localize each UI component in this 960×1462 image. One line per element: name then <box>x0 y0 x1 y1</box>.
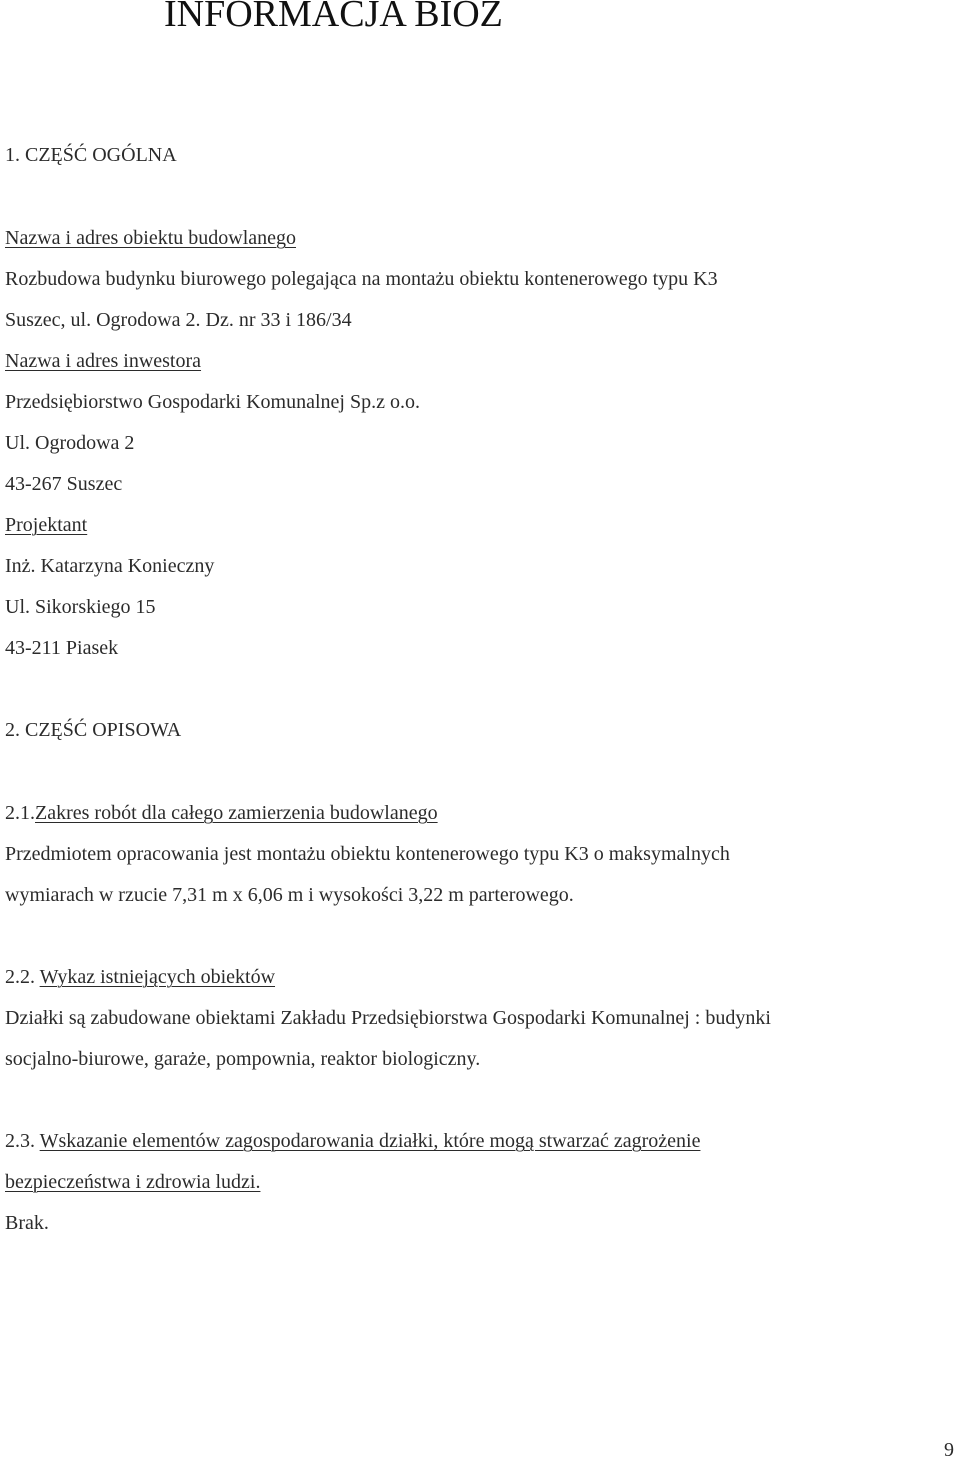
section-number: 2.3. <box>5 1130 35 1152</box>
section-number: 2.2. <box>5 966 35 988</box>
designer-label: Projektant <box>5 514 88 536</box>
object-address: Suszec, ul. Ogrodowa 2. Dz. nr 33 i 186/34 <box>5 309 352 331</box>
designer-city: 43-211 Piasek <box>5 637 119 659</box>
designer-street: Ul. Sikorskiego 15 <box>5 596 156 618</box>
investor-name: Przedsiębiorstwo Gospodarki Komunalnej Sp.z o.o. <box>5 391 420 413</box>
section-2-3-text-line: Brak. <box>5 1212 49 1234</box>
investor-street: Ul. Ogrodowa 2 <box>5 432 135 454</box>
section-2-3-heading <box>5 1129 700 1153</box>
document-title: INFORMACJA BIOZ <box>164 0 503 35</box>
section-2-2-text-line: socjalno-biurowe, garaże, pompownia, reaktor biologiczny. <box>5 1048 481 1070</box>
section-2-1-text-line: wymiarach w rzucie 7,31 m x 6,06 m i wysokości 3,22 m parterowego. <box>5 884 574 906</box>
page-number: 9 <box>944 1439 954 1461</box>
section-2-1-text-line: Przedmiotem opracowania jest montażu obiektu kontenerowego typu K3 o maksymalnych <box>5 843 730 865</box>
section-number: 2.1. <box>5 802 35 824</box>
section-2-1-heading <box>5 801 438 825</box>
section-title: Zakres robót dla całego zamierzenia budowlanego <box>35 802 438 824</box>
designer-name: Inż. Katarzyna Konieczny <box>5 555 215 577</box>
part2-heading: 2. CZĘŚĆ OPISOWA <box>5 719 182 741</box>
section-title: Wskazanie elementów zagospodarowania działki, które mogą stwarzać zagrożenie <box>39 1130 701 1152</box>
section-2-2-heading <box>5 965 275 989</box>
section-2-2-text-line: Działki są zabudowane obiektami Zakładu Przedsiębiorstwa Gospodarki Komunalnej : budynki <box>5 1007 771 1029</box>
section-title: Wykaz istniejących obiektów <box>39 966 276 988</box>
investor-city: 43-267 Suszec <box>5 473 123 495</box>
section-2-3-title-continued: bezpieczeństwa i zdrowia ludzi. <box>5 1171 261 1193</box>
investor-label: Nazwa i adres inwestora <box>5 350 202 372</box>
object-label: Nazwa i adres obiektu budowlanego <box>5 227 297 249</box>
object-name: Rozbudowa budynku biurowego polegająca na montażu obiektu kontenerowego typu K3 <box>5 268 718 290</box>
part1-heading: 1. CZĘŚĆ OGÓLNA <box>5 144 177 166</box>
